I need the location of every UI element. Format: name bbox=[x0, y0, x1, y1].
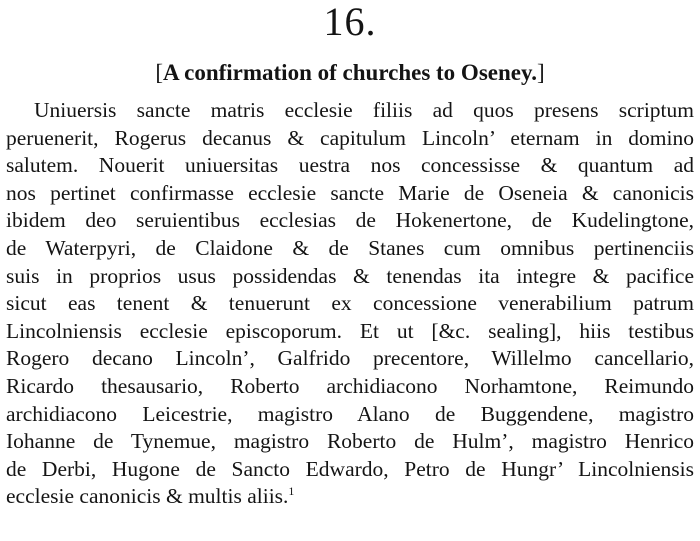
body-line: Ricardo thesausario, Roberto archidiacono Norhamtone, Reimundo bbox=[6, 373, 694, 398]
body-line: sicut eas tenent & tenuerunt ex concessione venerabilium patrum bbox=[6, 291, 694, 316]
body-line: Lincolniensis ecclesie episcoporum. Et ut [&c. sealing], hiis testibus bbox=[6, 318, 694, 343]
body-line: Rogero decano Lincoln’, Galfrido precentore, Willelmo cancellario, bbox=[6, 346, 694, 371]
body-line: ibidem deo seruientibus ecclesias de Hokenertone, de Kudelingtone, bbox=[6, 208, 694, 233]
body-line: de Derbi, Hugone de Sancto Edwardo, Petro de Hungr’ Lincolniensis bbox=[6, 456, 694, 481]
footnote-marker: 1 bbox=[288, 484, 295, 499]
body-line: de Waterpyri, de Claidone & de Stanes cum omnibus pertinenciis bbox=[6, 235, 694, 260]
body-line: salutem. Nouerit uniuersitas uestra nos concessisse & quantum ad bbox=[6, 153, 694, 178]
body-line: suis in proprios usus possidendas & tenendas ita integre & pacifice bbox=[6, 263, 694, 288]
heading-close-bracket: ] bbox=[536, 60, 545, 85]
heading-open-bracket: [ bbox=[155, 60, 164, 85]
document-number: 16. bbox=[323, 0, 377, 44]
heading-title: A confirmation of churches to Oseney. bbox=[163, 60, 537, 85]
body-line-last bbox=[6, 483, 694, 511]
body-line: Iohanne de Tynemue, magistro Roberto de Hulm’, magistro Henrico bbox=[6, 429, 694, 454]
document-body bbox=[6, 97, 694, 511]
body-line-last-text: ecclesie canonicis & multis aliis. bbox=[6, 484, 289, 509]
body-line: archidiacono Leicestrie, magistro Alano de Buggendene, magistro bbox=[6, 401, 694, 426]
document-heading bbox=[0, 58, 700, 88]
body-line: nos pertinet confirmasse ecclesie sancte Marie de Oseneia & canonicis bbox=[6, 180, 694, 205]
body-line: Uniuersis sancte matris ecclesie filiis ad quos presens scriptum bbox=[34, 98, 694, 122]
body-line: peruenerit, Rogerus decanus & capitulum Lincoln’ eternam in domino bbox=[6, 125, 694, 150]
